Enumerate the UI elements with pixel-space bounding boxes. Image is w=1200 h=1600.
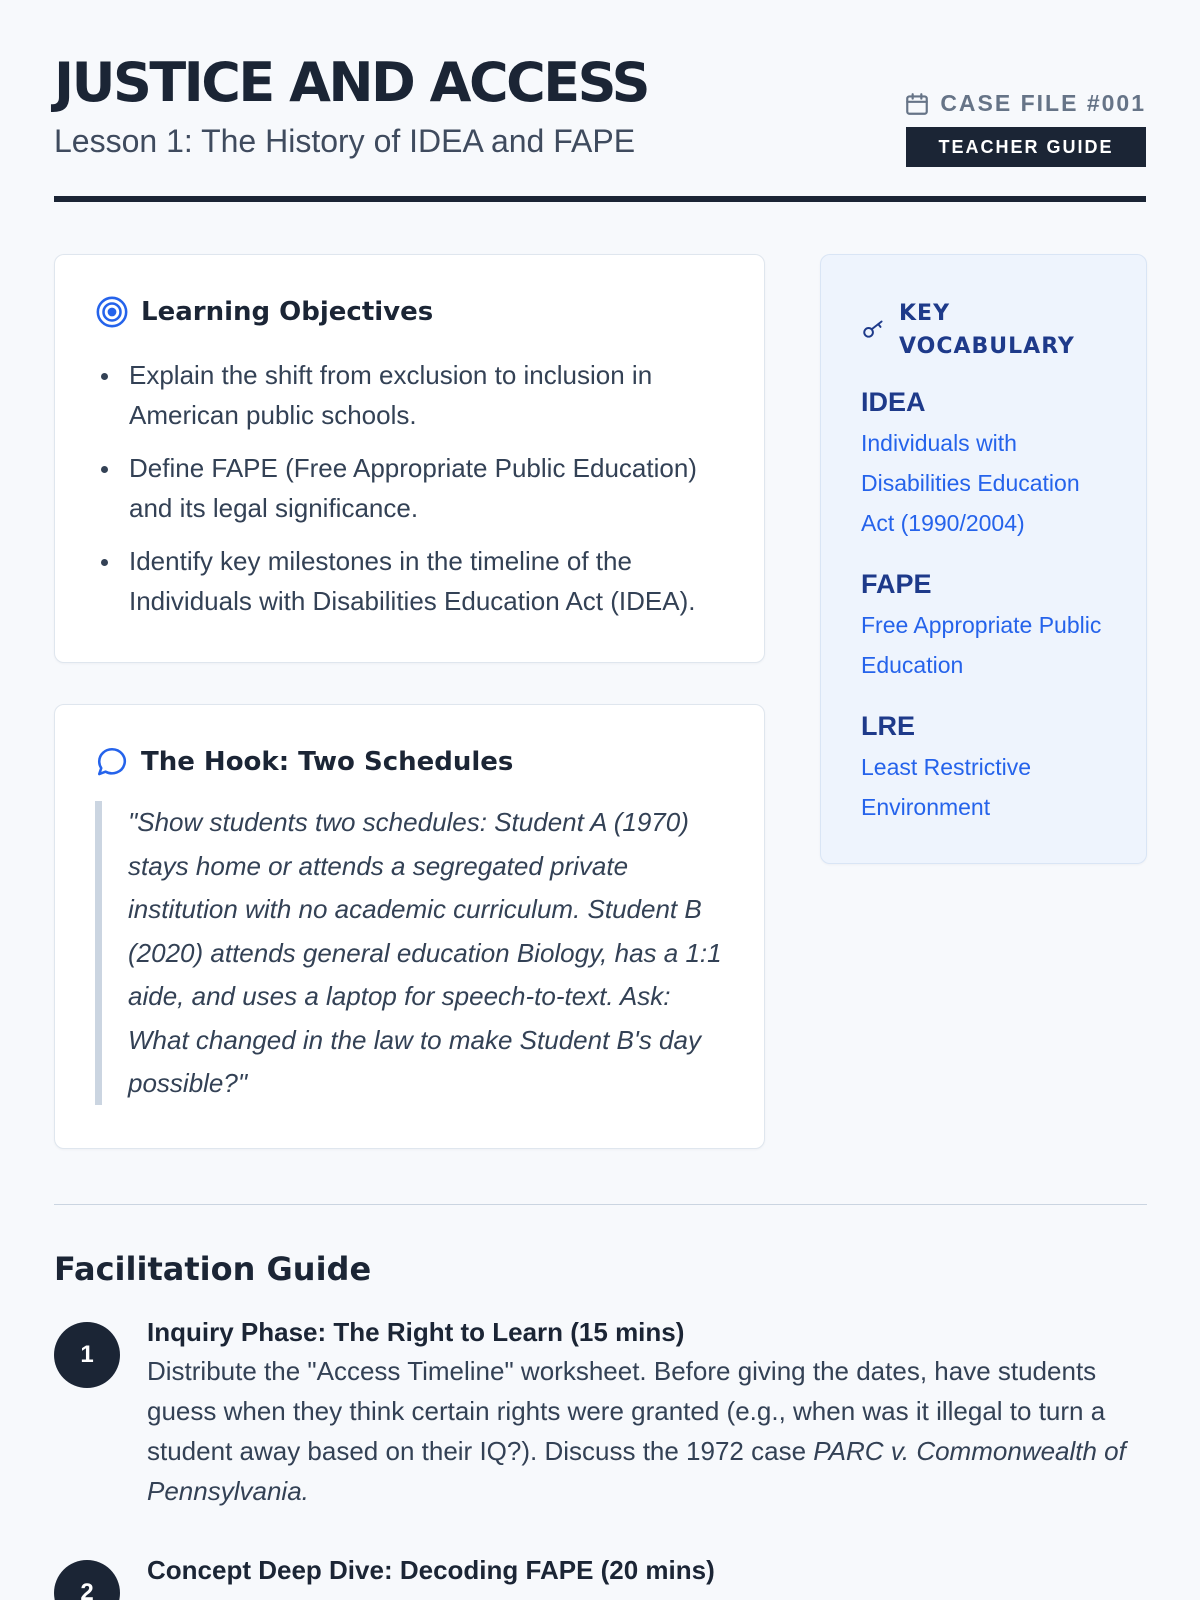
step-text-end: . bbox=[301, 1476, 309, 1506]
objectives-list bbox=[95, 355, 724, 621]
vocab-term: IDEA bbox=[861, 387, 926, 417]
speech-bubble-icon bbox=[95, 745, 129, 779]
step-text: Distribute the "Access Timeline" worksheet. Before giving the dates, have students guess when they think certain rights were granted (e.g., when was it illegal to turn a student away based on their IQ?). Discuss the 1972 case bbox=[147, 1356, 1106, 1466]
vocab-definition: Least Restrictive Environment bbox=[861, 754, 1032, 820]
objectives-heading bbox=[95, 295, 724, 329]
vocab-entry-idea bbox=[861, 385, 1106, 543]
vocabulary-title-line2: VOCABULARY bbox=[899, 334, 1075, 359]
objective-item: Define FAPE (Free Appropriate Public Education) and its legal significance. bbox=[95, 448, 724, 528]
step-body bbox=[147, 1316, 1147, 1511]
objective-item: Explain the shift from exclusion to inclusion in American public schools. bbox=[95, 355, 724, 435]
target-icon bbox=[95, 295, 129, 329]
hook-title: The Hook: Two Schedules bbox=[141, 747, 514, 777]
facilitation-step-1 bbox=[54, 1317, 1147, 1511]
vocab-definition: Free Appropriate Public Education bbox=[861, 612, 1102, 678]
facilitation-step-2 bbox=[54, 1555, 1147, 1600]
objectives-title: Learning Objectives bbox=[141, 297, 434, 327]
hook-card bbox=[54, 704, 765, 1149]
step-title: Concept Deep Dive: Decoding FAPE (20 mins) bbox=[147, 1555, 715, 1585]
vocab-entry-fape bbox=[861, 567, 1106, 685]
lesson-subtitle: Lesson 1: The History of IDEA and FAPE bbox=[54, 123, 636, 159]
key-vocabulary-card bbox=[820, 254, 1147, 864]
vocab-term: FAPE bbox=[861, 569, 932, 599]
case-name: PARC v. Commonwealth of Pennsylvania bbox=[147, 1436, 1126, 1506]
page-title: JUSTICE AND ACCESS bbox=[54, 51, 648, 114]
step-description bbox=[147, 1351, 1147, 1511]
hook-heading bbox=[95, 745, 724, 779]
vocabulary-heading bbox=[861, 297, 1106, 363]
vocab-definition: Individuals with Disabilities Education Act (1990/2004) bbox=[861, 430, 1080, 536]
step-title: Inquiry Phase: The Right to Learn (15 mins) bbox=[147, 1317, 685, 1347]
case-file-label bbox=[904, 90, 1146, 117]
calendar-icon bbox=[904, 91, 930, 117]
vocab-term: LRE bbox=[861, 711, 915, 741]
section-divider bbox=[54, 1204, 1147, 1205]
learning-objectives-card bbox=[54, 254, 765, 663]
objective-item: Identify key milestones in the timeline of the Individuals with Disabilities Education Act (IDEA). bbox=[95, 541, 724, 621]
vocabulary-title-line1: KEY bbox=[899, 301, 951, 326]
vocab-entry-lre bbox=[861, 709, 1106, 827]
key-icon bbox=[861, 315, 887, 341]
page-header bbox=[54, 0, 1146, 202]
step-number-badge: 1 bbox=[54, 1322, 120, 1388]
step-number-badge: 2 bbox=[54, 1560, 120, 1600]
step-body bbox=[147, 1554, 1147, 1586]
hook-quote: "Show students two schedules: Student A (1970) stays home or attends a segregated private institution with no academic curriculum. Student B (2020) attends general education Biology, has a 1:1 aide, and uses a laptop for speech-to-text. Ask: What changed in the law to make Student B's day possible?" bbox=[95, 801, 724, 1105]
teacher-guide-badge: TEACHER GUIDE bbox=[906, 127, 1146, 167]
case-file-text: CASE FILE #001 bbox=[940, 90, 1146, 116]
facilitation-guide-title: Facilitation Guide bbox=[54, 1250, 372, 1288]
